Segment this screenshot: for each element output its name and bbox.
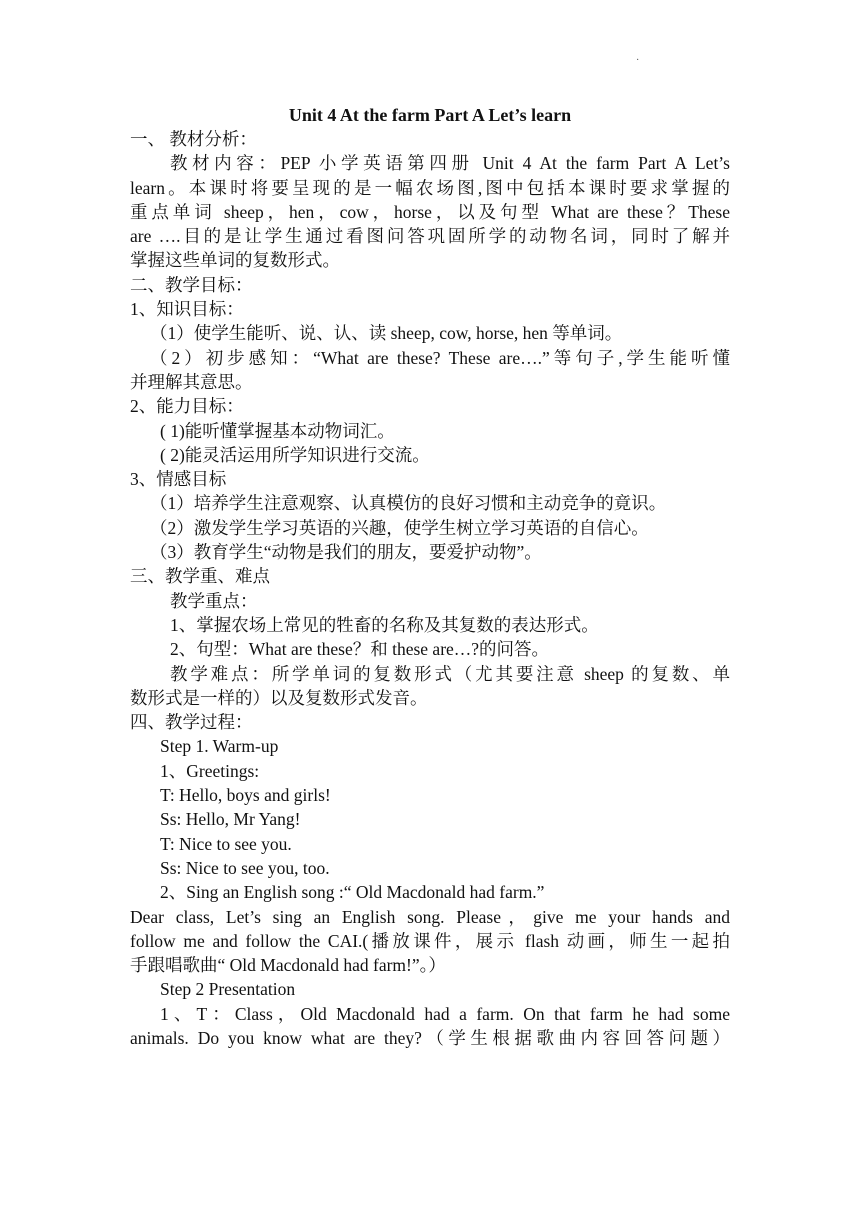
body-line: learn。本课时将要呈现的是一幅农场图,图中包括本课时要求掌握的 [130, 177, 730, 198]
document-title: Unit 4 At the farm Part A Let’s learn [288, 105, 572, 125]
body-line: 教材内容：PEP 小学英语第四册 Unit 4 At the farm Part A Let’s [170, 153, 730, 174]
body-line: 教学重点： [170, 590, 258, 611]
body-line: （2）激发学生学习英语的兴趣，使学生树立学习英语的自信心。 [150, 517, 649, 538]
body-line: 三、教学重、难点 [130, 566, 270, 587]
body-line: are ….目的是让学生通过看图问答巩固所学的动物名词，同时了解并 [130, 226, 730, 247]
body-line: 2、能力目标： [130, 396, 244, 417]
document-body [130, 127, 730, 1050]
body-line: Step 1. Warm-up [160, 736, 279, 757]
body-line: T: Hello, boys and girls! [160, 785, 331, 806]
header-mark: · [636, 55, 640, 66]
body-line: （2）初步感知：“What are these? These are….”等句子,学生能听懂 [150, 347, 730, 368]
body-line: 1、Greetings: [160, 760, 260, 781]
body-line: 2、Sing an English song :“ Old Macdonald had farm.” [160, 882, 545, 903]
body-line: 手跟唱歌曲“ Old Macdonald had farm!”。） [130, 955, 446, 976]
body-line: animals. Do you know what are they?（学生根据歌曲内容回答问题） [130, 1027, 730, 1048]
body-line: 1、知识目标： [130, 299, 244, 320]
body-line: 掌握这些单词的复数形式。 [130, 250, 340, 271]
body-line: ( 1)能听懂掌握基本动物词汇。 [160, 420, 395, 441]
body-line: 重点单词 sheep，hen，cow，horse，以及句型 What are these？These [130, 201, 730, 222]
body-line: Ss: Nice to see you, too. [160, 857, 330, 878]
body-line: Dear class, Let’s sing an English song. Please，give me your hands and [130, 906, 730, 927]
body-line: ( 2)能灵活运用所学知识进行交流。 [160, 444, 430, 465]
body-line: follow me and follow the CAI.(播放课件，展示 flash 动画，师生一起拍 [130, 930, 730, 951]
body-line: 教学难点：所学单词的复数形式（尤其要注意 sheep 的复数、单 [170, 663, 730, 684]
body-line: 数形式是一样的）以及复数形式发音。 [130, 687, 428, 708]
body-line: Ss: Hello, Mr Yang! [160, 809, 301, 830]
body-line: 四、教学过程： [130, 712, 253, 733]
body-line: 1、T：Class，Old Macdonald had a farm. On that farm he had some [160, 1003, 730, 1024]
body-line: （1）使学生能听、说、认、读 sheep, cow, horse, hen 等单词。 [150, 323, 623, 344]
body-line: 二、教学目标： [130, 274, 253, 295]
body-line: 并理解其意思。 [130, 371, 253, 392]
body-line: 1、掌握农场上常见的牲畜的名称及其复数的表达形式。 [170, 614, 599, 635]
body-line: Step 2 Presentation [160, 979, 296, 1000]
body-line: T: Nice to see you. [160, 833, 292, 854]
body-line: 2、句型：What are these？和 these are…?的问答。 [170, 639, 550, 660]
body-line: （1）培养学生注意观察、认真模仿的良好习惯和主动竞争的竟识。 [150, 493, 667, 514]
body-line: 一、 教材分析： [130, 129, 257, 149]
body-line: （3）教育学生“动物是我们的朋友，要爱护动物”。 [150, 542, 542, 563]
body-line: 3、情感目标 [130, 469, 227, 490]
